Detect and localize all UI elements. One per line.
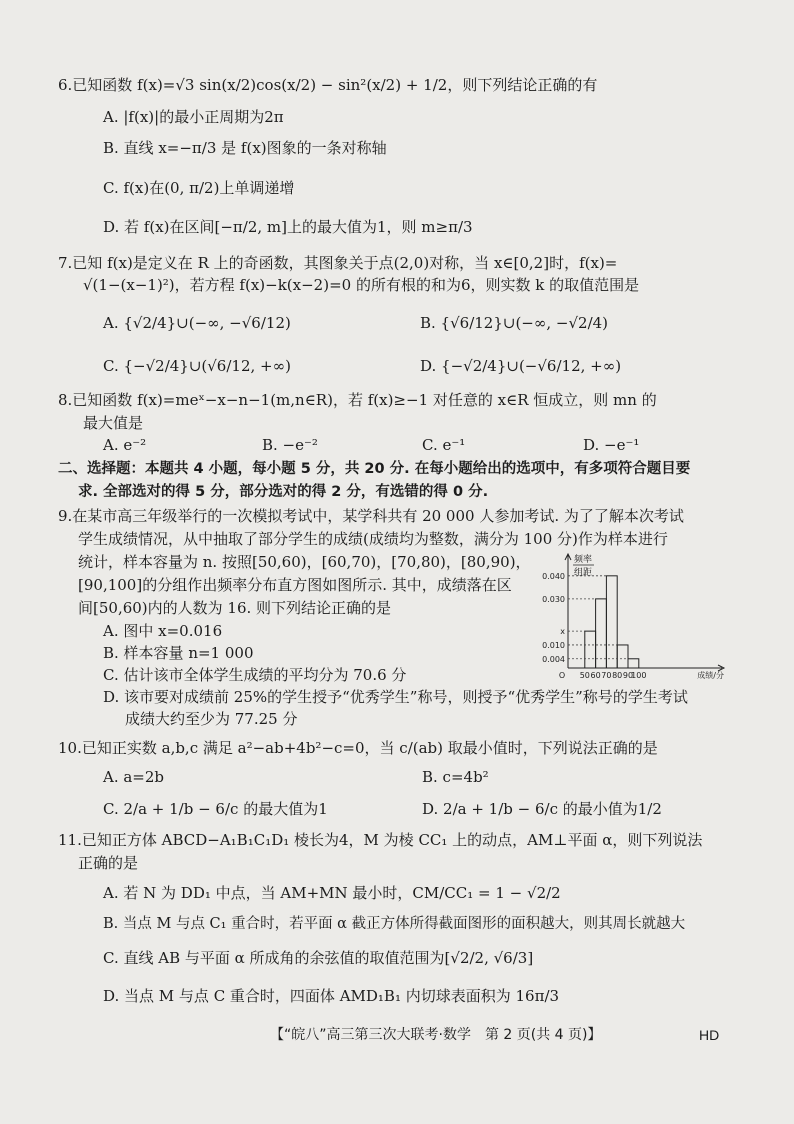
q10-stem: 10.已知正实数 a,b,c 满足 a²−ab+4b²−c=0，当 c/(ab) 取最小值时，下列说法正确的是 [58, 739, 658, 757]
q7-stem-line1: 7.已知 f(x)是定义在 R 上的奇函数，其图象关于点(2,0)对称，当 x∈[0,2]时，f(x)= [58, 254, 618, 272]
q9-stem-line3: 统计，样本容量为 n. 按照[50,60)，[60,70)，[70,80)，[80,90)， [78, 553, 531, 571]
q8-stem-line1: 8.已知函数 f(x)=meˣ−x−n−1(m,n∈R)，若 f(x)≥−1 对任意的 x∈R 恒成立，则 mn 的 [58, 391, 657, 409]
histogram-bar [606, 576, 617, 668]
page-footer: 【“皖八”高三第三次大联考·数学 第 2 页(共 4 页)】 [270, 1027, 602, 1043]
x-tick-label: 100 [631, 671, 647, 680]
histogram-bar [628, 659, 639, 668]
q9-stem-line5: 间[50,60)内的人数为 16. 则下列结论正确的是 [78, 599, 392, 617]
q11-stem-line1: 11.已知正方体 ABCD−A₁B₁C₁D₁ 棱长为4，M 为棱 CC₁ 上的动点，AM⊥平面 α，则下列说法 [58, 831, 703, 849]
q7-option-b: B. {√6/12}∪(−∞, −√2/4) [420, 314, 609, 332]
q9-option-c: C. 估计该市全体学生成绩的平均分为 70.6 分 [103, 666, 407, 684]
q7-stem-line2: √(1−(x−1)²)，若方程 f(x)−k(x−2)=0 的所有根的和为6，则实数 k 的取值范围是 [83, 276, 640, 294]
q11-option-c: C. 直线 AB 与平面 α 所成角的余弦值的取值范围为[√2/2, √6/3] [103, 949, 534, 967]
q8-option-b: B. −e⁻² [262, 436, 318, 454]
histogram-bar [596, 599, 607, 668]
y-tick-label: 0.030 [542, 594, 565, 604]
y-tick-label: 0.040 [542, 571, 565, 581]
q6-option-a: A. |f(x)|的最小正周期为2π [103, 108, 284, 126]
x-tick-label: 60 [590, 671, 601, 680]
q6-option-d: D. 若 f(x)在区间[−π/2, m]上的最大值为1，则 m≥π/3 [103, 218, 473, 236]
q6-option-b: B. 直线 x=−π/3 是 f(x)图象的一条对称轴 [103, 139, 387, 157]
q10-option-b: B. c=4b² [422, 768, 489, 786]
q6-stem: 6.已知函数 f(x)=√3 sin(x/2)cos(x/2) − sin²(x/2) + 1/2，则下列结论正确的有 [58, 76, 598, 94]
q8-option-c: C. e⁻¹ [422, 436, 466, 454]
footer-code: HD [699, 1027, 720, 1043]
y-axis-label-bottom: 组距 [574, 568, 593, 578]
y-tick-label: 0.010 [542, 640, 565, 650]
x-tick-label: 90 [622, 671, 634, 680]
q7-option-d: D. {−√2/4}∪(−√6/12, +∞) [420, 357, 622, 375]
q11-option-b: B. 当点 M 与点 C₁ 重合时，若平面 α 截正方体所得截面图形的面积越大，则其周长就越大 [103, 916, 686, 932]
y-axis-label-top: 频率 [574, 555, 593, 565]
q8-option-a: A. e⁻² [103, 436, 147, 454]
x-tick-label: O [558, 671, 566, 680]
histogram-bar [617, 645, 628, 668]
x-tick-label: 70 [601, 671, 612, 680]
x-tick-label: 50 [579, 671, 590, 680]
q8-option-d: D. −e⁻¹ [583, 436, 640, 454]
q7-option-c: C. {−√2/4}∪(√6/12, +∞) [103, 357, 291, 375]
section2-heading-line1: 二、选择题：本题共 4 小题，每小题 5 分，共 20 分. 在每小题给出的选项中，有多项符合题目要 [58, 461, 691, 477]
q9-stem-line1: 9.在某市高三年级举行的一次模拟考试中，某学科共有 20 000 人参加考试. 为了了解本次考试 [58, 507, 684, 525]
q7-option-a: A. {√2/4}∪(−∞, −√6/12) [103, 314, 291, 332]
q10-option-d: D. 2/a + 1/b − 6/c 的最小值为1/2 [422, 800, 662, 818]
q9-option-d-line2: 成绩大约至少为 77.25 分 [125, 710, 298, 728]
q9-option-b: B. 样本容量 n=1 000 [103, 644, 254, 662]
y-tick-label: 0.004 [542, 654, 565, 664]
q10-option-a: A. a=2b [103, 768, 165, 786]
x-axis-label: 成绩/分 [697, 671, 724, 680]
q10-option-c: C. 2/a + 1/b − 6/c 的最大值为1 [103, 800, 328, 818]
q9-option-a: A. 图中 x=0.016 [103, 622, 223, 640]
bleed-through-text [600, 60, 613, 73]
section2-heading-line2: 求. 全部选对的得 5 分，部分选对的得 2 分，有选错的得 0 分. [78, 484, 489, 500]
q9-stem-line4: [90,100]的分组作出频率分布直方图如图所示. 其中，成绩落在区 [78, 576, 512, 594]
y-tick-label: x [560, 627, 565, 637]
q9-option-d-line1: D. 该市要对成绩前 25%的学生授予“优秀学生”称号，则授予“优秀学生”称号的学生考试 [103, 688, 688, 706]
q9-stem-line2: 学生成绩情况，从中抽取了部分学生的成绩(成绩均为整数，满分为 100 分)作为样本进行 [78, 530, 668, 548]
q11-option-d: D. 当点 M 与点 C 重合时，四面体 AMD₁B₁ 内切球表面积为 16π/3 [103, 987, 560, 1005]
q11-option-a: A. 若 N 为 DD₁ 中点，当 AM+MN 最小时，CM/CC₁ = 1 − √2/2 [103, 884, 561, 902]
x-tick-label: 80 [612, 671, 623, 680]
frequency-histogram [530, 548, 730, 684]
histogram-bar [585, 631, 596, 668]
q8-stem-line2: 最大值是 [83, 414, 144, 432]
q11-stem-line2: 正确的是 [78, 854, 139, 872]
q6-option-c: C. f(x)在(0, π/2)上单调递增 [103, 179, 295, 197]
